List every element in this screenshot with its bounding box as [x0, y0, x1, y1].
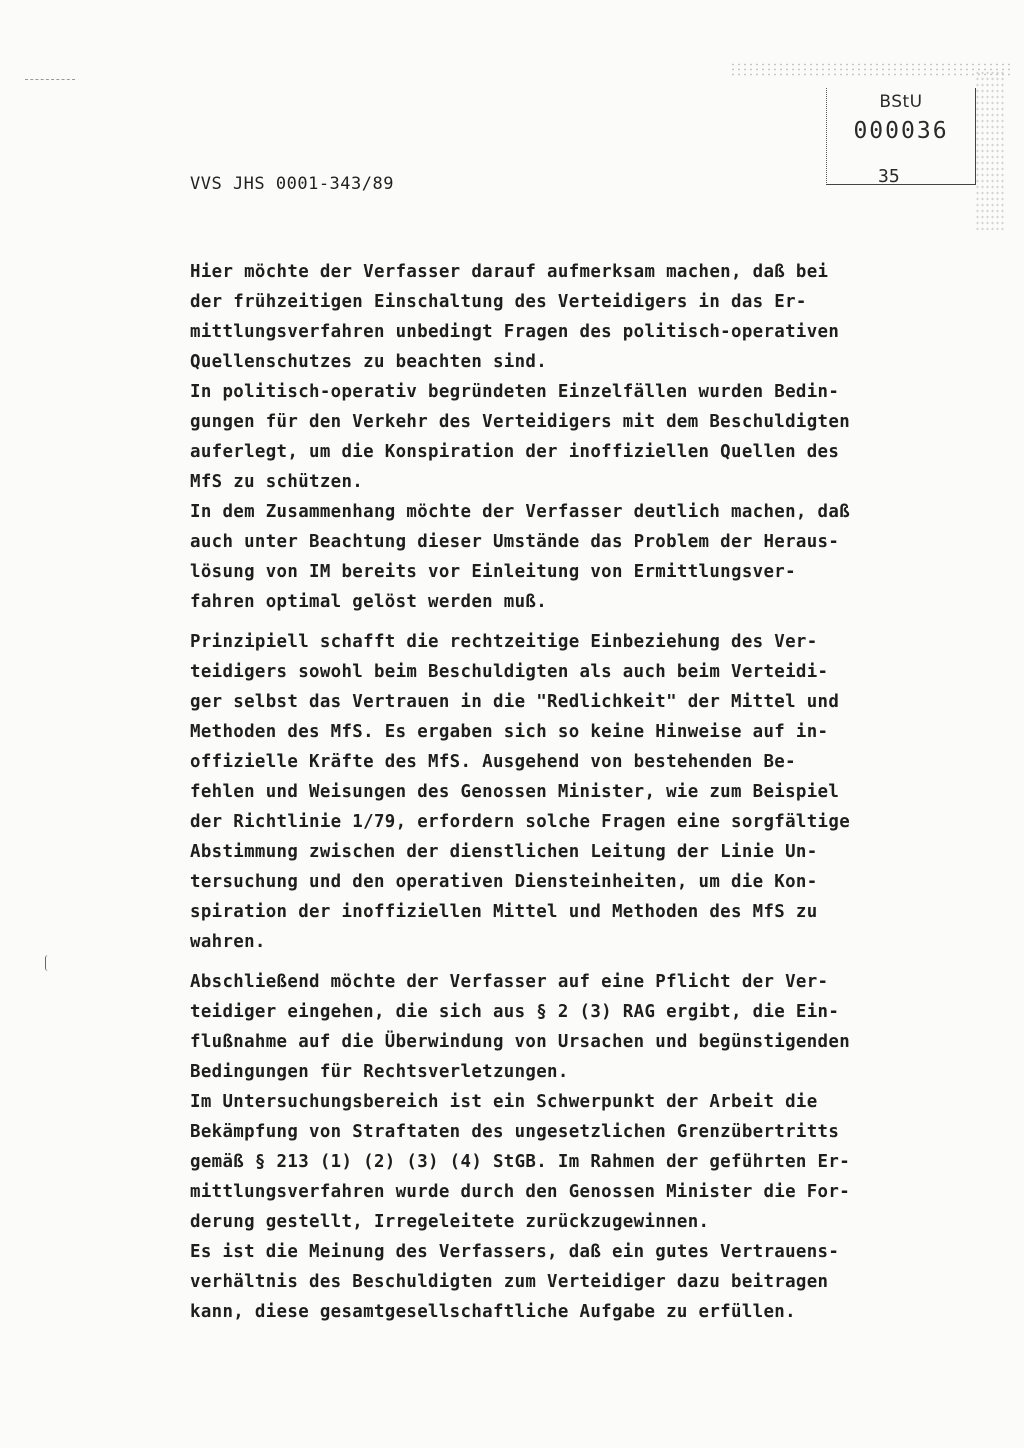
text-line: Es ist die Meinung des Verfassers, daß ein gutes Vertrauens- [190, 1242, 840, 1262]
text-line: flußnahme auf die Überwindung von Ursachen und begünstigenden [190, 1032, 851, 1052]
text-line: mittlungsverfahren wurde durch den Genossen Minister die For- [190, 1182, 851, 1202]
text-line: spiration der inoffiziellen Mittel und Methoden des MfS zu [190, 902, 818, 922]
text-line: ger selbst das Vertrauen in die "Redlichkeit" der Mittel und [190, 692, 840, 712]
text-line: teidiger eingehen, die sich aus § 2 (3) RAG ergibt, die Ein- [190, 1002, 840, 1022]
text-line: Bedingungen für Rechtsverletzungen. [190, 1062, 569, 1082]
text-line: auferlegt, um die Konspiration der inoffiziellen Quellen des [190, 442, 840, 462]
text-line: fehlen und Weisungen des Genossen Minister, wie zum Beispiel [190, 782, 840, 802]
text-line: lösung von IM bereits vor Einleitung von Ermittlungsver- [190, 562, 796, 582]
text-line: wahren. [190, 932, 266, 952]
text-line: teidigers sowohl beim Beschuldigten als auch beim Verteidi- [190, 662, 829, 682]
paragraph-2 [190, 627, 950, 957]
text-line: Hier möchte der Verfasser darauf aufmerksam machen, daß bei [190, 262, 829, 282]
stamp-number: 000036 [853, 118, 949, 144]
text-line: der frühzeitigen Einschaltung des Verteidigers in das Er- [190, 292, 807, 312]
text-line: In dem Zusammenhang möchte der Verfasser deutlich machen, daß [190, 502, 851, 522]
paragraph-gap [190, 957, 950, 967]
stamp-label: BStU [879, 92, 923, 112]
document-body [190, 257, 950, 1327]
page-number: 35 [878, 166, 900, 187]
text-line: fahren optimal gelöst werden muß. [190, 592, 548, 612]
paragraph-gap [190, 617, 950, 627]
text-line: Prinzipiell schafft die rechtzeitige Einbeziehung des Ver- [190, 632, 818, 652]
text-line: Bekämpfung von Straftaten des ungesetzlichen Grenzübertritts [190, 1122, 840, 1142]
text-line: Quellenschutzes zu beachten sind. [190, 352, 548, 372]
paragraph-1 [190, 257, 950, 617]
text-line: Im Untersuchungsbereich ist ein Schwerpunkt der Arbeit die [190, 1092, 818, 1112]
text-line: Abschließend möchte der Verfasser auf eine Pflicht der Ver- [190, 972, 829, 992]
text-line: gemäß § 213 (1) (2) (3) (4) StGB. Im Rahmen der geführten Er- [190, 1152, 851, 1172]
text-line: mittlungsverfahren unbedingt Fragen des politisch-operativen [190, 322, 840, 342]
margin-dash [25, 79, 75, 81]
text-line: verhältnis des Beschuldigten zum Verteidiger dazu beitragen [190, 1272, 829, 1292]
text-line: MfS zu schützen. [190, 472, 364, 492]
text-line: Methoden des MfS. Es ergaben sich so keine Hinweise auf in- [190, 722, 829, 742]
scan-speckle-right [975, 70, 1005, 230]
text-line: In politisch-operativ begründeten Einzelfällen wurden Bedin- [190, 382, 840, 402]
scan-speckle-top [730, 62, 1010, 78]
document-reference: VVS JHS 0001-343/89 [190, 174, 394, 194]
text-line: tersuchung und den operativen Diensteinheiten, um die Kon- [190, 872, 818, 892]
paragraph-3 [190, 967, 950, 1327]
text-line: gungen für den Verkehr des Verteidigers mit dem Beschuldigten [190, 412, 851, 432]
archive-stamp [826, 88, 976, 185]
text-line: auch unter Beachtung dieser Umstände das Problem der Heraus- [190, 532, 840, 552]
text-line: offizielle Kräfte des MfS. Ausgehend von bestehenden Be- [190, 752, 796, 772]
text-line: Abstimmung zwischen der dienstlichen Leitung der Linie Un- [190, 842, 818, 862]
text-line: derung gestellt, Irregeleitete zurückzugewinnen. [190, 1212, 710, 1232]
text-line: kann, diese gesamtgesellschaftliche Aufgabe zu erfüllen. [190, 1302, 796, 1322]
margin-bracket-mark [45, 955, 48, 971]
text-line: der Richtlinie 1/79, erfordern solche Fragen eine sorgfältige [190, 812, 851, 832]
